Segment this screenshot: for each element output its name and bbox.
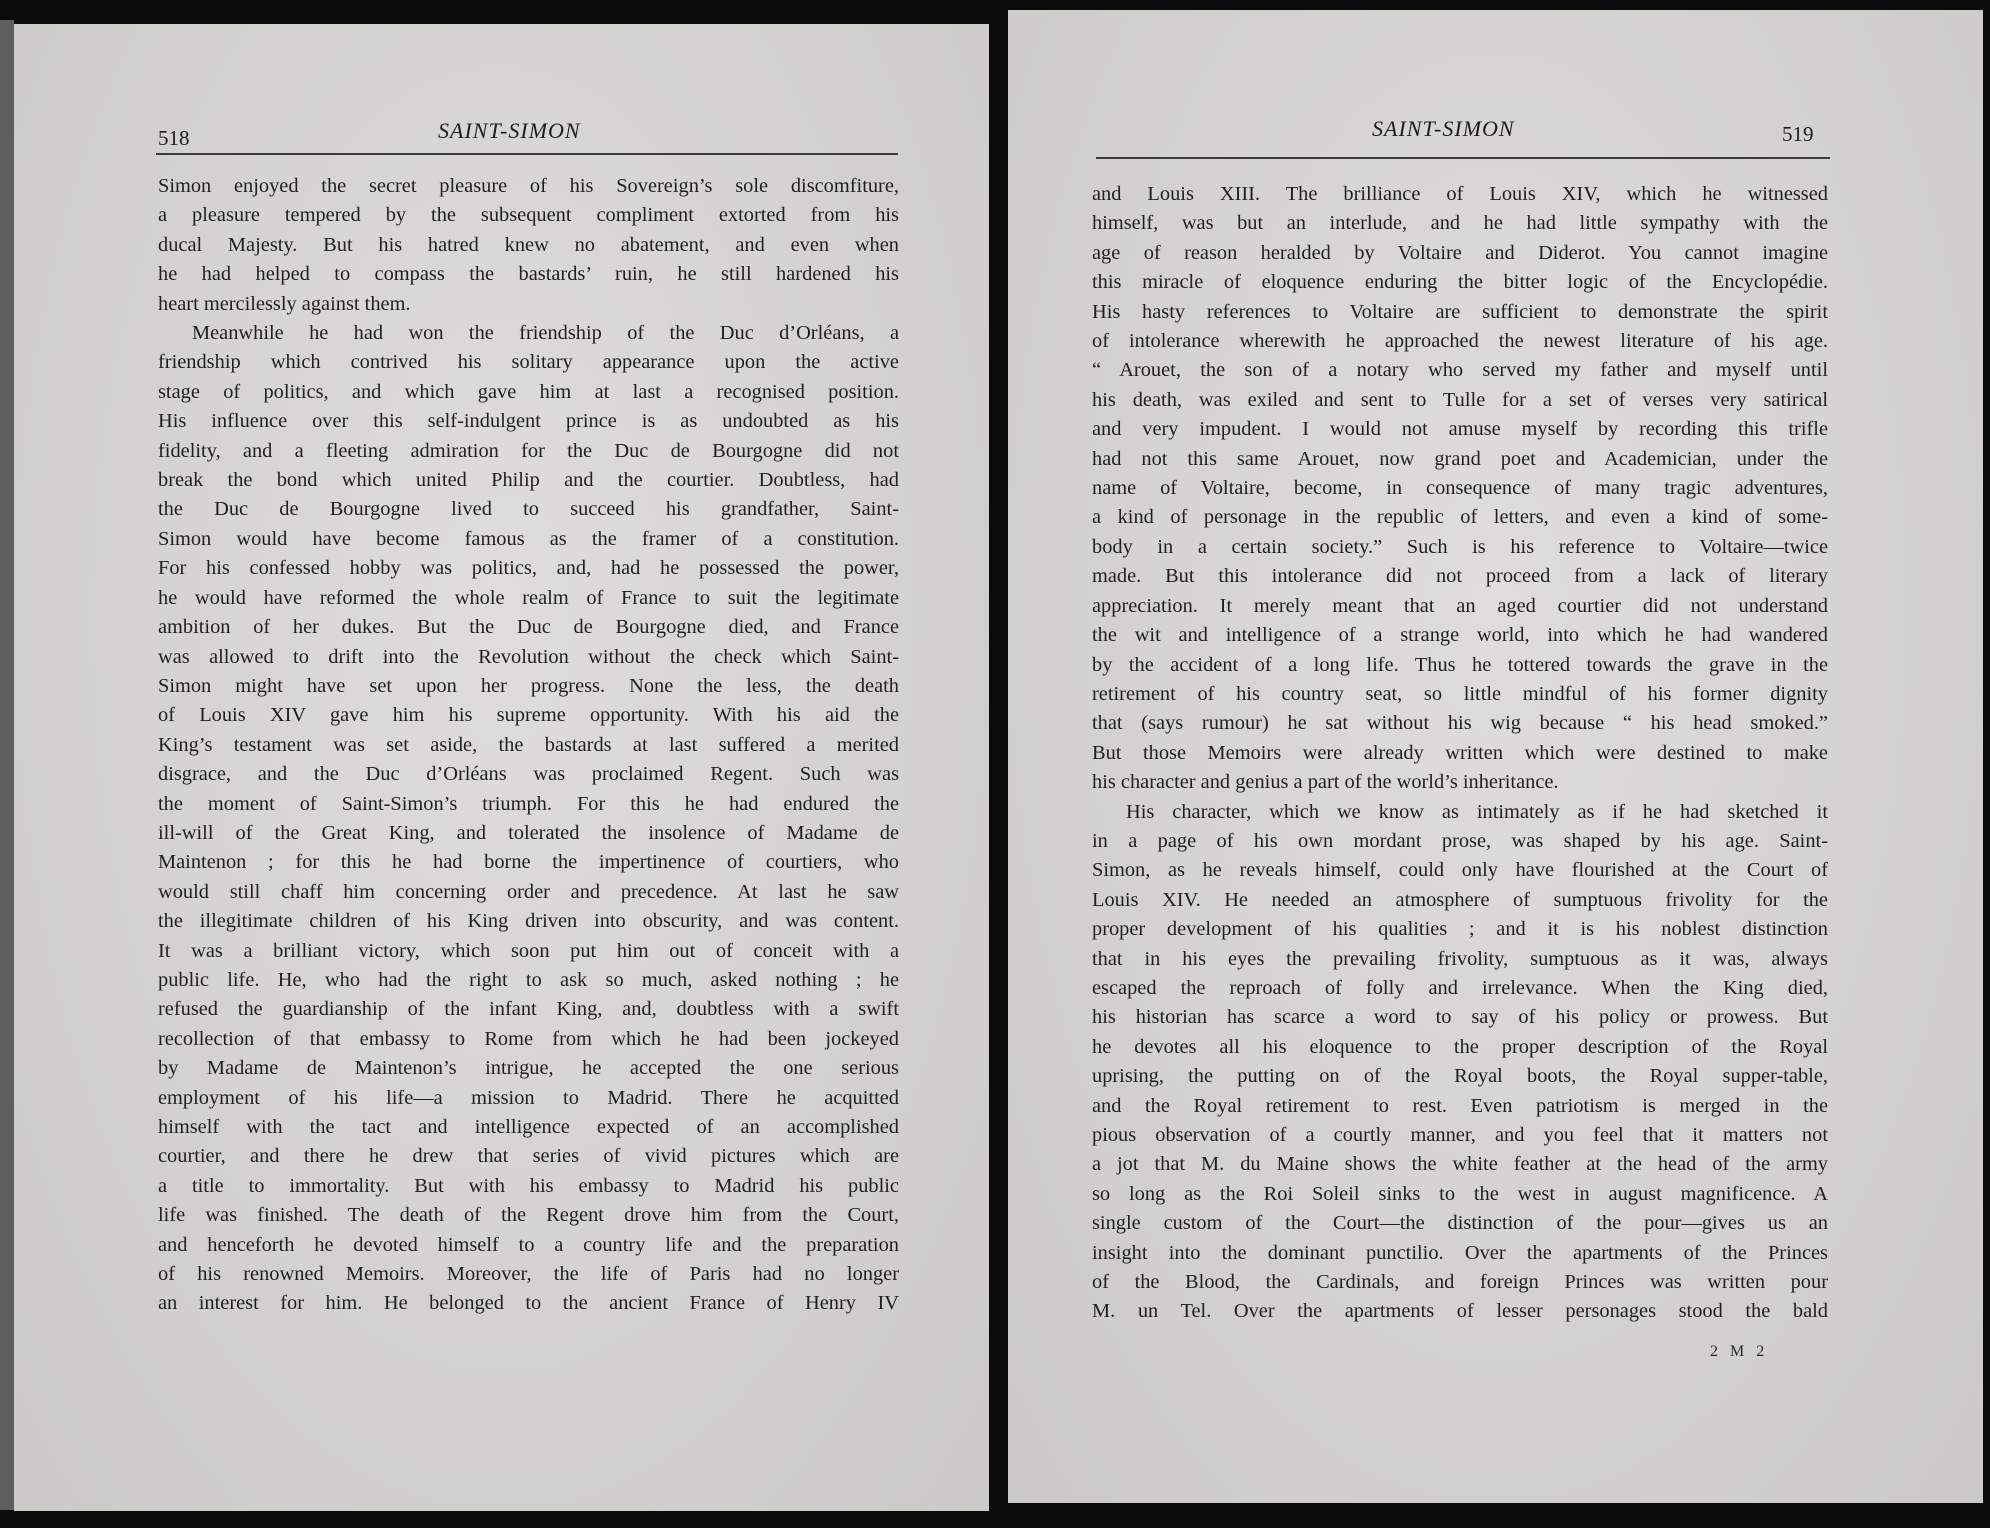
text-line: His character, which we know as intimately as if he had sketched it — [1126, 800, 1828, 823]
text-line: in a page of his own mordant prose, was shaped by his age. Saint- — [1092, 829, 1828, 852]
left-page-number: 518 — [158, 126, 190, 150]
text-line: age of reason heralded by Voltaire and Diderot. You cannot imagine — [1092, 241, 1828, 264]
text-line: stage of politics, and which gave him at last a recognised position. — [158, 380, 899, 403]
text-line: break the bond which united Philip and the courtier. Doubtless, had — [158, 469, 899, 492]
text-line: single custom of the Court—the distinction of the pour—gives us an — [1092, 1212, 1828, 1235]
text-line: he devotes all his eloquence to the proper description of the Royal — [1092, 1035, 1828, 1058]
text-line: fidelity, and a fleeting admiration for the Duc de Bourgogne did not — [158, 439, 899, 462]
text-line: employment of his life—a mission to Madrid. There he acquitted — [158, 1086, 899, 1109]
text-line: His hasty references to Voltaire are sufficient to demonstrate the spirit — [1092, 300, 1828, 323]
text-line: by the accident of a long life. Thus he tottered towards the grave in the — [1092, 653, 1828, 676]
text-line: of intolerance wherewith he approached the newest literature of his age. — [1092, 330, 1828, 353]
text-line: life was finished. The death of the Regent drove him from the Court, — [158, 1204, 899, 1227]
text-line: Simon might have set upon her progress. None the less, the death — [158, 674, 899, 697]
text-line: Meanwhile he had won the friendship of the Duc d’Orléans, a — [192, 322, 899, 345]
left-page — [14, 24, 989, 1511]
right-page-number: 519 — [1782, 122, 1814, 146]
text-line: would still chaff him concerning order and precedence. At last he saw — [158, 880, 899, 903]
text-line: he would have reformed the whole realm of France to suit the legitimate — [158, 586, 899, 609]
text-line: his death, was exiled and sent to Tulle for a set of verses very satirical — [1092, 388, 1828, 411]
text-line: an interest for him. He belonged to the ancient France of Henry IV — [158, 1292, 899, 1315]
text-line: insight into the dominant punctilio. Over the apartments of the Princes — [1092, 1241, 1828, 1264]
text-line: body in a certain society.” Such is his reference to Voltaire—twice — [1092, 535, 1828, 558]
binding-edge — [0, 20, 14, 1510]
text-line: For his confessed hobby was politics, and, had he possessed the power, — [158, 557, 899, 580]
text-line: ambition of her dukes. But the Duc de Bourgogne died, and France — [158, 616, 899, 639]
text-line: the illegitimate children of his King driven into obscurity, and was content. — [158, 910, 899, 933]
text-line: and the Royal retirement to rest. Even patriotism is merged in the — [1092, 1094, 1828, 1117]
text-line: M. un Tel. Over the apartments of lesser personages stood the bald — [1092, 1300, 1828, 1323]
right-page — [1008, 10, 1983, 1503]
text-line: His influence over this self-indulgent prince is as undoubted as his — [158, 410, 899, 433]
text-line: was allowed to drift into the Revolution without the check which Saint- — [158, 645, 899, 668]
text-line: But those Memoirs were already written which were destined to make — [1092, 741, 1828, 764]
text-line: friendship which contrived his solitary appearance upon the active — [158, 351, 899, 374]
right-page-text — [1092, 180, 1828, 1327]
text-line: the moment of Saint-Simon’s triumph. For this he had endured the — [158, 792, 899, 815]
text-line: courtier, and there he drew that series of vivid pictures which are — [158, 1145, 899, 1168]
text-line: himself with the tact and intelligence expected of an accomplished — [158, 1116, 899, 1138]
text-line: Louis XIV. He needed an atmosphere of sumptuous frivolity for the — [1092, 888, 1828, 911]
text-line: so long as the Roi Soleil sinks to the west in august magnificence. A — [1092, 1182, 1828, 1205]
text-line: the wit and intelligence of a strange world, into which he had wandered — [1092, 624, 1828, 647]
text-line: pious observation of a courtly manner, and you feel that it matters not — [1092, 1124, 1828, 1146]
signature-mark: 2 M 2 — [1710, 1343, 1769, 1360]
text-line: refused the guardianship of the infant King, and, doubtless with a swift — [158, 998, 899, 1021]
text-line: that (says rumour) he sat without his wig because “ his head smoked.” — [1092, 712, 1828, 735]
text-line: a jot that M. du Maine shows the white feather at the head of the army — [1092, 1153, 1828, 1176]
left-running-head: SAINT-SIMON — [438, 118, 581, 143]
text-line: It was a brilliant victory, which soon put him out of conceit with a — [158, 939, 899, 962]
text-line: recollection of that embassy to Rome from which he had been jockeyed — [158, 1027, 899, 1050]
text-line: appreciation. It merely meant that an aged courtier did not understand — [1092, 594, 1828, 617]
text-line: the Duc de Bourgogne lived to succeed his grandfather, Saint- — [158, 498, 899, 521]
text-line: himself, was but an interlude, and he had little sympathy with the — [1092, 212, 1828, 235]
text-line: Simon enjoyed the secret pleasure of his Sovereign’s sole discomfiture, — [158, 175, 899, 197]
text-line: his character and genius a part of the world’s inheritance. — [1092, 771, 1559, 794]
text-line: of Louis XIV gave him his supreme opportunity. With his aid the — [158, 704, 899, 727]
text-line: heart mercilessly against them. — [158, 292, 411, 315]
text-line: name of Voltaire, become, in consequence of many tragic adventures, — [1092, 477, 1828, 500]
text-line: ill-will of the Great King, and tolerated the insolence of Madame de — [158, 821, 899, 844]
text-line: this miracle of eloquence enduring the bitter logic of the Encyclopédie. — [1092, 271, 1828, 294]
text-line: disgrace, and the Duc d’Orléans was proclaimed Regent. Such was — [158, 763, 899, 786]
text-line: King’s testament was set aside, the bastards at last suffered a merited — [158, 733, 899, 756]
text-line: by Madame de Maintenon’s intrigue, he accepted the one serious — [158, 1057, 899, 1080]
text-line: had not this same Arouet, now grand poet and Academician, under the — [1092, 447, 1828, 470]
text-line: and henceforth he devoted himself to a country life and the preparation — [158, 1233, 899, 1256]
left-page-text — [158, 172, 899, 1319]
text-line: Maintenon ; for this he had borne the impertinence of courtiers, who — [158, 851, 899, 874]
text-line: Simon would have become famous as the framer of a constitution. — [158, 527, 899, 550]
text-line: of his renowned Memoirs. Moreover, the life of Paris had no longer — [158, 1263, 899, 1286]
right-running-head: SAINT-SIMON — [1372, 116, 1515, 141]
text-line: and Louis XIII. The brilliance of Louis XIV, which he witnessed — [1092, 183, 1828, 205]
text-line: he had helped to compass the bastards’ ruin, he still hardened his — [158, 263, 899, 286]
text-line: his historian has scarce a word to say of his policy or prowess. But — [1092, 1006, 1828, 1029]
text-line: a title to immortality. But with his embassy to Madrid his public — [158, 1174, 899, 1197]
text-line: retirement of his country seat, so little mindful of his former dignity — [1092, 682, 1828, 705]
text-line: and very impudent. I would not amuse myself by recording this trifle — [1092, 418, 1828, 441]
left-head-rule — [156, 153, 898, 155]
text-line: a pleasure tempered by the subsequent compliment extorted from his — [158, 204, 899, 227]
text-line: a kind of personage in the republic of letters, and even a kind of some- — [1092, 506, 1828, 529]
text-line: escaped the reproach of folly and irrelevance. When the King died, — [1092, 976, 1828, 999]
text-line: Simon, as he reveals himself, could only have flourished at the Court of — [1092, 859, 1828, 882]
text-line: public life. He, who had the right to ask so much, asked nothing ; he — [158, 968, 899, 991]
text-line: of the Blood, the Cardinals, and foreign Princes was written pour — [1092, 1271, 1828, 1294]
text-line: uprising, the putting on of the Royal boots, the Royal supper-table, — [1092, 1065, 1828, 1088]
right-head-rule — [1096, 157, 1830, 159]
text-line: ducal Majesty. But his hatred knew no abatement, and even when — [158, 233, 899, 256]
text-line: made. But this intolerance did not proceed from a lack of literary — [1092, 565, 1828, 588]
text-line: “ Arouet, the son of a notary who served my father and myself until — [1092, 359, 1828, 382]
text-line: that in his eyes the prevailing frivolity, sumptuous as it was, always — [1092, 947, 1828, 970]
text-line: proper development of his qualities ; and it is his noblest distinction — [1092, 918, 1828, 941]
